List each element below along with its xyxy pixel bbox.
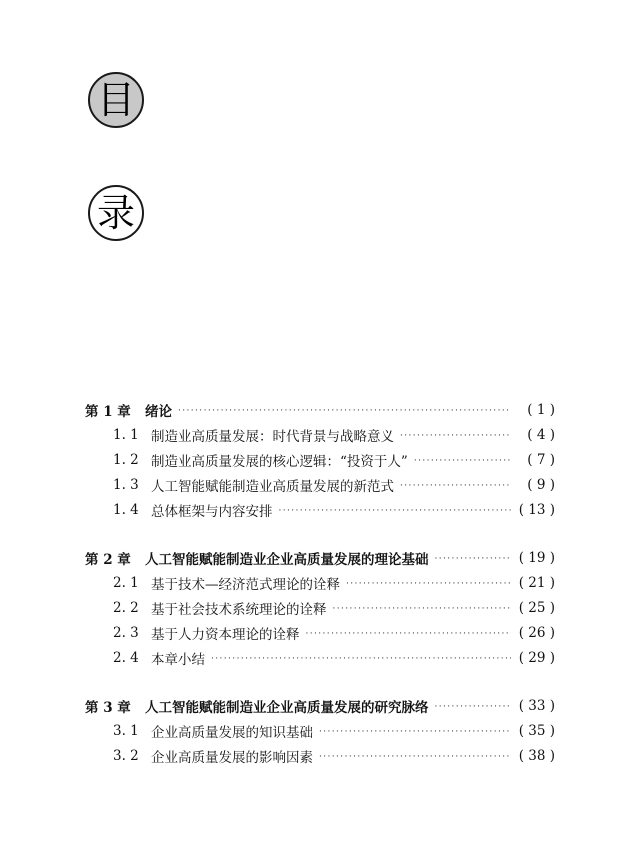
toc-section-2-3[interactable]	[85, 620, 555, 645]
section-title: 基于人力资本理论的诠释	[151, 626, 300, 643]
page-number: ( 1 )	[527, 402, 555, 419]
dot-leader	[346, 579, 511, 589]
title-char-lu	[88, 185, 144, 241]
toc-section-1-4[interactable]	[85, 497, 555, 522]
title-char-mu	[88, 72, 144, 128]
toc-section-2-1[interactable]	[85, 571, 555, 596]
section-title: 基于社会技术系统理论的诠释	[151, 601, 327, 618]
section-number: 1. 4	[113, 501, 139, 518]
dot-leader	[319, 752, 511, 762]
dot-leader	[400, 431, 511, 441]
section-number: 3. 1	[113, 723, 139, 740]
section-number: 2. 3	[113, 624, 139, 641]
dot-leader	[279, 506, 512, 516]
toc-chapter-1[interactable]	[85, 398, 555, 423]
chapter-title: 人工智能赋能制造业企业高质量发展的研究脉络	[145, 700, 429, 717]
chapter-spacer	[85, 670, 555, 694]
section-title: 基于技术—经济范式理论的诠释	[151, 577, 340, 594]
title-char-lu-text: 录	[96, 191, 135, 235]
section-title: 人工智能赋能制造业高质量发展的新范式	[151, 478, 394, 495]
page-number: ( 26 )	[518, 624, 555, 641]
section-title: 制造业高质量发展：时代背景与战略意义	[151, 429, 394, 446]
section-title: 制造业高质量发展的核心逻辑：“投资于人”	[151, 453, 408, 470]
toc-section-1-1[interactable]	[85, 423, 555, 448]
dot-leader	[178, 406, 511, 416]
page-number: ( 33 )	[518, 698, 555, 715]
page-number: ( 13 )	[518, 501, 555, 518]
title-char-mu-text: 目	[96, 78, 135, 122]
section-title: 总体框架与内容安排	[151, 503, 273, 520]
toc-section-2-2[interactable]	[85, 596, 555, 621]
toc-chapter-3[interactable]	[85, 694, 555, 719]
dot-leader	[400, 481, 511, 491]
section-title: 企业高质量发展的知识基础	[151, 725, 313, 742]
dot-leader	[435, 554, 512, 564]
page-number: ( 29 )	[518, 649, 555, 666]
chapter-title: 人工智能赋能制造业企业高质量发展的理论基础	[145, 552, 429, 569]
dot-leader	[319, 727, 511, 737]
dot-leader	[414, 456, 511, 466]
section-number: 1. 3	[113, 476, 139, 493]
page-number: ( 38 )	[518, 747, 555, 764]
table-of-contents	[85, 398, 555, 768]
section-number: 1. 2	[113, 451, 139, 468]
dot-leader	[333, 604, 512, 614]
page-number: ( 21 )	[518, 575, 555, 592]
toc-section-1-3[interactable]	[85, 472, 555, 497]
chapter-number: 第 2 章	[85, 552, 131, 569]
section-title: 本章小结	[151, 651, 205, 668]
toc-section-1-2[interactable]	[85, 448, 555, 473]
section-title: 企业高质量发展的影响因素	[151, 749, 313, 766]
dot-leader	[435, 702, 512, 712]
section-number: 1. 1	[113, 427, 139, 444]
page-number: ( 9 )	[527, 476, 555, 493]
chapter-number: 第 1 章	[85, 404, 131, 421]
section-number: 2. 2	[113, 599, 139, 616]
page-number: ( 4 )	[527, 427, 555, 444]
toc-section-2-4[interactable]	[85, 645, 555, 670]
toc-section-3-1[interactable]	[85, 719, 555, 744]
page-number: ( 25 )	[518, 599, 555, 616]
page-number: ( 35 )	[518, 723, 555, 740]
page-number: ( 7 )	[527, 451, 555, 468]
toc-chapter-2[interactable]	[85, 546, 555, 571]
page-number: ( 19 )	[518, 550, 555, 567]
section-number: 2. 1	[113, 575, 139, 592]
toc-section-3-2[interactable]	[85, 744, 555, 769]
dot-leader	[306, 629, 512, 639]
section-number: 2. 4	[113, 649, 139, 666]
chapter-title: 绪论	[145, 404, 172, 421]
section-number: 3. 2	[113, 747, 139, 764]
chapter-spacer	[85, 522, 555, 546]
chapter-number: 第 3 章	[85, 700, 131, 717]
dot-leader	[211, 654, 511, 664]
